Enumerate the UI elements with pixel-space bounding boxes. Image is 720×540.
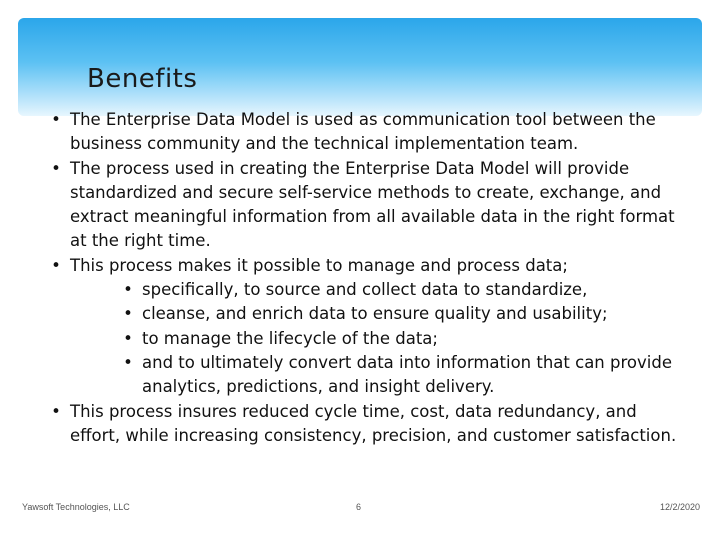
footer-company: Yawsoft Technologies, LLC (22, 502, 130, 512)
sub-bullet-item (120, 327, 688, 351)
bullet-marker: • (123, 280, 133, 300)
footer-date: 12/2/2020 (659, 502, 700, 512)
bullet-text: specifically, to source and collect data to standardize, (142, 280, 588, 300)
bullet-item (48, 157, 688, 254)
sub-bullet-item (120, 351, 688, 400)
sub-bullet-item (120, 302, 688, 326)
footer-page-number: 6 (356, 502, 362, 512)
bullet-marker: • (51, 401, 61, 421)
bullet-marker: • (123, 352, 133, 372)
bullet-item (48, 254, 688, 278)
bullet-marker: • (51, 255, 61, 275)
bullet-list (48, 108, 688, 448)
bullet-text: This process makes it possible to manage and process data; (70, 255, 568, 275)
bullet-text: The process used in creating the Enterprise Data Model will provide standardized and secure self-service methods to create, exchange, and extract meaningful information from all available data in the right format at the right time. (70, 158, 675, 251)
bullet-text: to manage the lifecycle of the data; (142, 328, 438, 348)
bullet-text: This process insures reduced cycle time, cost, data redundancy, and effort, while increasing consistency, precision, and customer satisfaction. (70, 401, 677, 445)
slide-title: Benefits (87, 64, 198, 94)
bullet-item (48, 108, 688, 157)
bullet-text: and to ultimately convert data into information that can provide analytics, predictions, and insight delivery. (142, 352, 672, 397)
bullet-marker: • (123, 328, 133, 348)
sub-bullet-item (120, 278, 688, 302)
bullet-text: The Enterprise Data Model is used as communication tool between the business community and the technical implementation team. (70, 110, 656, 154)
bullet-marker: • (51, 158, 61, 178)
bullet-marker: • (51, 110, 61, 129)
bullet-marker: • (123, 304, 133, 324)
bullet-text: cleanse, and enrich data to ensure quality and usability; (142, 304, 608, 324)
bullet-item (48, 400, 688, 449)
